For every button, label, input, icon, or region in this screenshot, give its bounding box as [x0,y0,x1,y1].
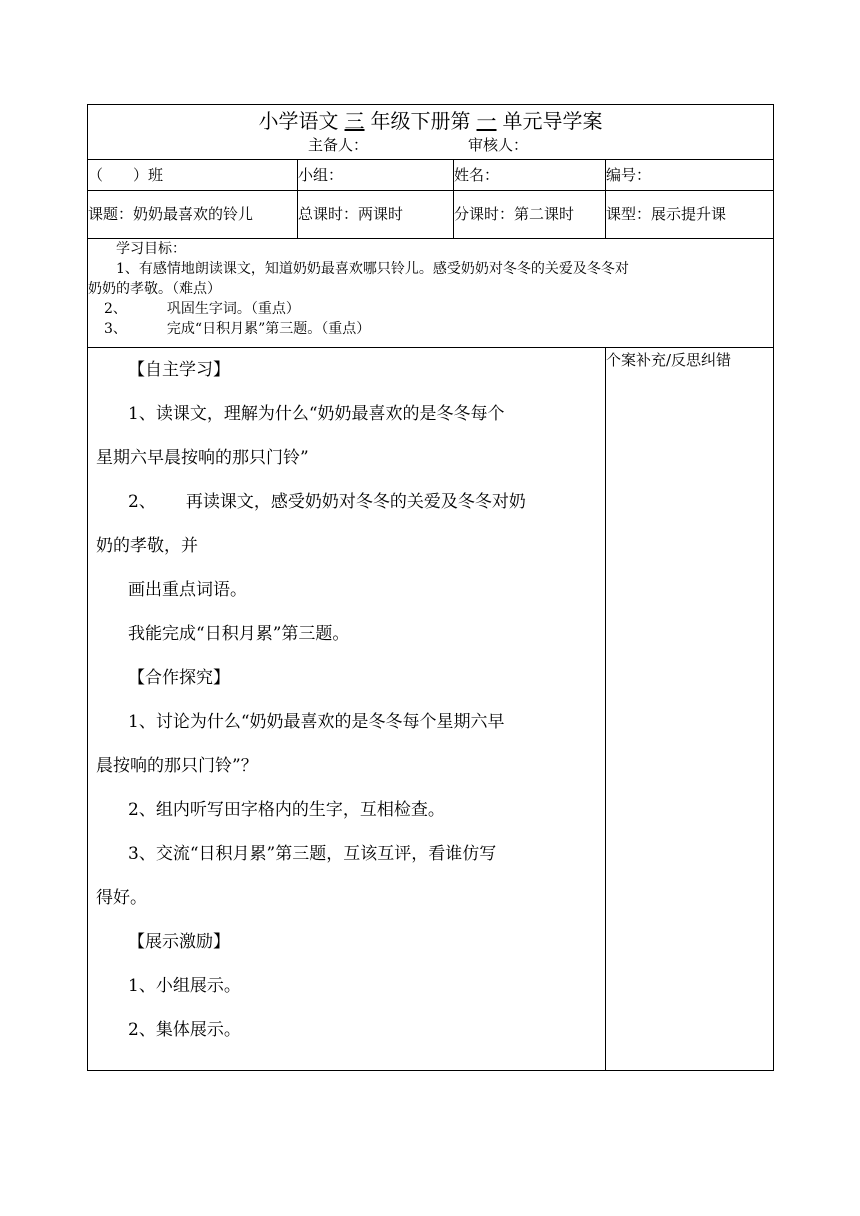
self-study-item-2-second: 奶的孝敬，并 [96,536,198,556]
goal-1-first: 1、有感情地朗读课文，知道奶奶最喜欢哪只铃儿。感受奶奶对冬冬的关爱及冬冬对 [116,261,629,277]
byline [88,135,773,155]
goal-2-text: 巩固生字词。（重点） [166,301,300,317]
number-cell: 编号： [606,160,774,191]
title-cell [88,105,774,160]
page-title [88,105,773,135]
topic-cell: 课题：奶奶最喜欢的铃儿 [88,191,298,239]
showcase-item-1: 1、小组展示。 [128,976,241,996]
showcase-heading: 【展示激励】 [128,932,230,952]
title-mid: 年级下册第 [370,109,471,133]
reflection-column [606,348,774,1071]
goal-2-number: 2、 [104,301,127,317]
class-cell: （ ）班 [88,160,298,191]
preparer-label: 主备人： [308,136,369,154]
lesson-type-cell: 课型：展示提升课 [606,191,774,239]
self-study-item-2-first [88,480,605,524]
self-study-item-2-number: 2、 [128,492,156,512]
reviewer-label: 审核人： [468,136,529,154]
goal-1-second: 奶奶的孝敬。（难点） [88,281,221,297]
goal-3-text: 完成“日积月累”第三题。（重点） [166,321,371,337]
cooperation-item-2: 2、组内听写田字格内的生字，互相检查。 [128,800,445,820]
cooperation-item-1-second: 晨按响的那只门铃”？ [96,756,258,776]
session-cell: 分课时：第二课时 [454,191,606,239]
cooperation-item-3-second: 得好。 [96,888,147,908]
self-study-item-2-text: 再读课文，感受奶奶对冬冬的关爱及冬冬对奶 [185,492,526,512]
grade-field: 三 [344,109,365,133]
main-content [88,348,606,1071]
cooperation-heading: 【合作探究】 [128,668,230,688]
lesson-plan-table [87,104,774,1071]
group-cell: 小组： [298,160,454,191]
self-study-item-3: 我能完成“日积月累”第三题。 [128,624,350,644]
self-study-item-2-third: 画出重点词语。 [128,580,247,600]
self-study-item-1-second: 星期六早晨按响的那只门铃” [96,448,309,468]
cooperation-item-1-first: 1、讨论为什么“奶奶最喜欢的是冬冬每个星期六早 [128,712,505,732]
self-study-item-1-first: 1、读课文，理解为什么“奶奶最喜欢的是冬冬每个 [128,404,505,424]
goals-heading: 学习目标： [116,241,186,257]
goal-2 [88,299,773,319]
goal-3 [88,319,773,339]
learning-goals [88,239,774,348]
title-suffix: 单元导学案 [502,109,603,133]
goal-3-number: 3、 [104,321,127,337]
lesson-plan-sheet [87,104,773,1071]
unit-field: 一 [476,109,497,133]
total-hours-cell: 总课时：两课时 [298,191,454,239]
reflection-heading: 个案补充/反思纠错 [606,351,732,369]
showcase-item-2: 2、集体展示。 [128,1020,241,1040]
cooperation-item-3-first: 3、交流“日积月累”第三题，互该互评，看谁仿写 [128,844,497,864]
name-cell: 姓名： [454,160,606,191]
title-prefix: 小学语文 [258,109,339,133]
self-study-heading: 【自主学习】 [128,360,230,380]
